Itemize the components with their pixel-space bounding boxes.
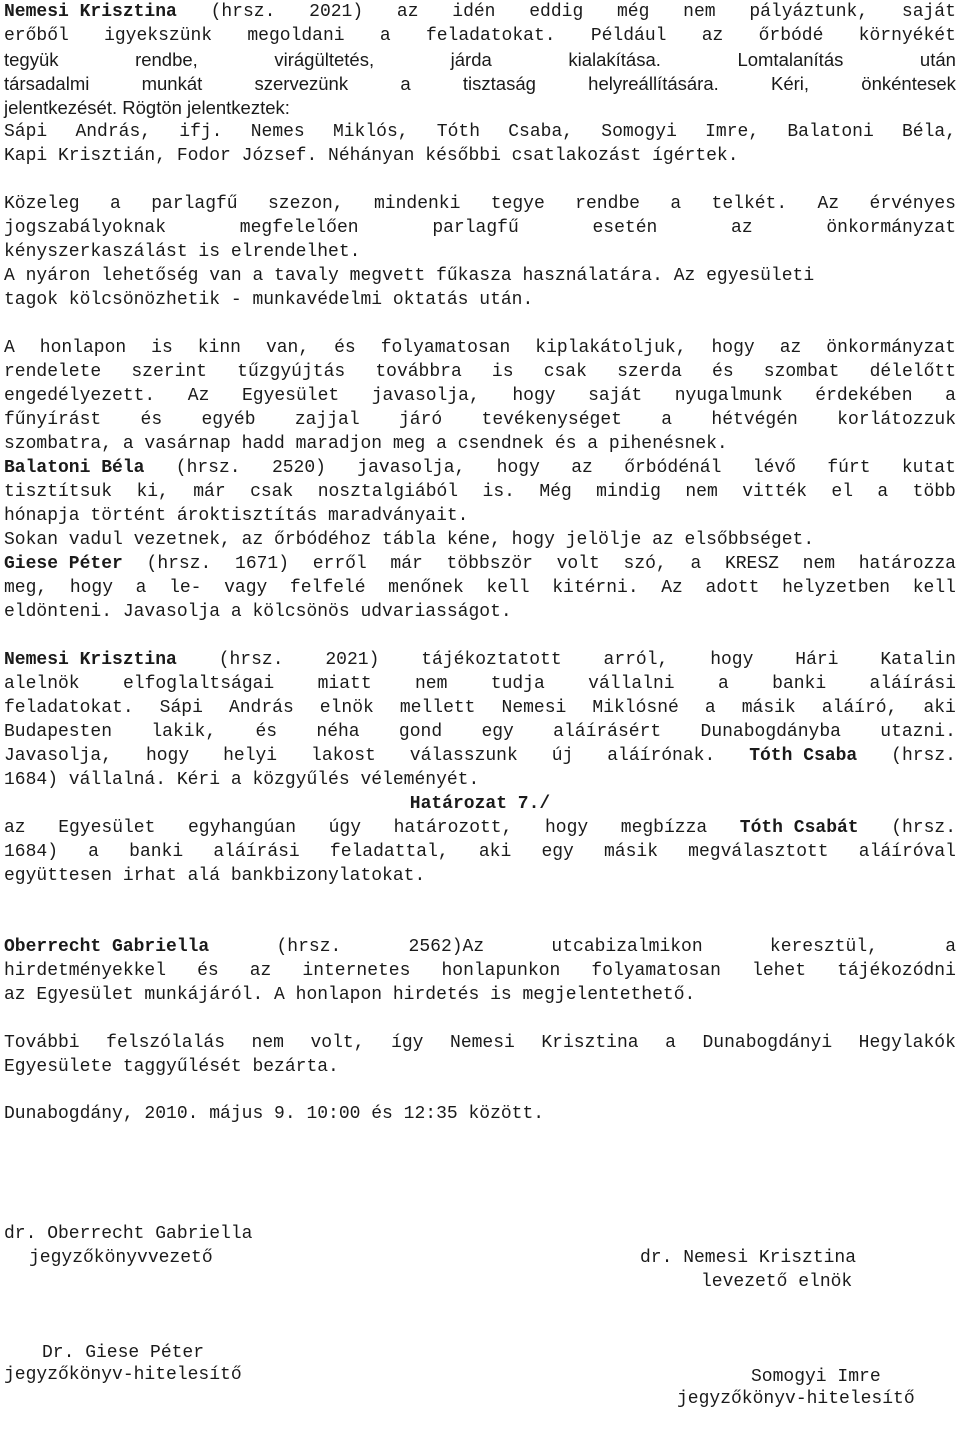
p1-line-6	[4, 120, 956, 144]
word: tájékozódni	[837, 961, 956, 981]
speaker-name: Nemesi Krisztina	[4, 650, 177, 670]
word: keresztül,	[769, 937, 878, 957]
word: aki	[478, 842, 512, 862]
p5-line-3: az Egyesület munkájáról. A honlapon hirdetés is megjelentethető.	[4, 985, 696, 1005]
p3-line-8: hónapja történt ároktisztítás maradványait.	[4, 506, 469, 526]
word: telkét.	[711, 194, 788, 214]
word: a	[110, 194, 121, 214]
word: Közeleg	[4, 194, 80, 214]
word: elnök	[319, 698, 374, 718]
word: felfelé	[289, 578, 366, 598]
word: lehet	[752, 961, 807, 981]
word: feladatokat.	[425, 26, 556, 46]
word: (hrsz.	[210, 2, 276, 22]
word: Katalin	[880, 650, 956, 670]
p1-line-3	[4, 48, 956, 72]
word: után	[919, 49, 956, 70]
word: is	[491, 362, 514, 382]
word: nem	[802, 554, 836, 574]
word: megválasztott	[688, 842, 829, 862]
word: rendbe	[575, 194, 640, 214]
word: így	[391, 1033, 424, 1053]
word: érdekében	[815, 386, 913, 406]
word: önkormányzat	[826, 338, 956, 358]
word: és	[334, 338, 356, 358]
word: lakik,	[151, 722, 217, 742]
p2-line-3: kényszerkaszálást is elrendelhet.	[4, 242, 361, 262]
p3-line-3	[4, 384, 956, 408]
word: utazni.	[880, 722, 956, 742]
word: volt,	[310, 1033, 365, 1053]
word: még	[617, 2, 650, 22]
word: rendbe,	[135, 49, 198, 70]
word: is.	[482, 482, 515, 502]
word: el	[831, 482, 854, 502]
word: Kéri,	[771, 73, 810, 94]
word: erőből	[4, 26, 69, 46]
p1-line-7: Kapi Krisztián, Fodor József. Néhányan későbbi csatlakozást ígértek.	[4, 146, 739, 166]
word: András,	[75, 122, 152, 142]
person-name: Tóth Csaba	[749, 746, 858, 766]
word: tájékoztatott	[421, 650, 562, 670]
p2-line-1	[4, 192, 956, 216]
word: aláíróval	[858, 842, 956, 862]
word: szó,	[623, 554, 667, 574]
person-name: Tóth Csabát	[739, 818, 859, 838]
word: az	[396, 2, 419, 22]
word: (hrsz.	[891, 818, 956, 838]
word: gond	[398, 722, 443, 742]
p1-line-4	[4, 72, 956, 96]
word: a	[717, 674, 729, 694]
word: hogy	[544, 818, 589, 838]
word: arról,	[603, 650, 669, 670]
word: aláírásért	[553, 722, 662, 742]
word: környékét	[858, 26, 956, 46]
word: hogy	[710, 650, 754, 670]
word: Nemesi	[501, 698, 567, 718]
word: szervezünk	[254, 73, 349, 94]
word: (hrsz.	[175, 458, 241, 478]
signature-role-chair: levezető elnök	[701, 1272, 853, 1292]
word: rendelete	[4, 362, 102, 382]
word: zajjal	[294, 410, 360, 430]
word: vagy	[224, 578, 268, 598]
p3-line-12: eldönteni. Javasolja a kölcsönös udvariasságot.	[4, 602, 512, 622]
word: a	[690, 554, 702, 574]
word: Béla,	[901, 122, 956, 142]
word: egyéb	[201, 410, 256, 430]
word: KRESZ	[724, 554, 779, 574]
word: néha	[316, 722, 360, 742]
word: folyamatosan	[380, 338, 511, 358]
p3-line-2	[4, 360, 956, 384]
signature-name-verifier-1: Dr. Giese Péter	[42, 1343, 205, 1363]
word: Javasolja,	[4, 746, 113, 766]
word: ifj.	[179, 122, 223, 142]
word: kutat	[901, 458, 956, 478]
word: a	[400, 73, 411, 94]
word: aláíró,	[821, 698, 898, 718]
word: Miklós,	[332, 122, 409, 142]
word: határozott,	[393, 818, 513, 838]
word: már	[390, 554, 423, 574]
p3-line-10	[4, 552, 956, 576]
word: tevékenységet	[481, 410, 622, 430]
word: mindenki	[373, 194, 461, 214]
p3-line-1	[4, 336, 956, 360]
word: parlagfű	[151, 194, 238, 214]
word: Balatoni	[787, 122, 874, 142]
word: is	[151, 338, 173, 358]
word: menőnek	[388, 578, 464, 598]
word: Krisztina	[541, 1033, 639, 1053]
word: aláírónak.	[607, 746, 716, 766]
p5-line-2	[4, 959, 956, 983]
word: honlapon	[39, 338, 127, 358]
word: nosztalgiából	[317, 482, 459, 502]
word: a	[661, 410, 673, 430]
word: vállalni	[588, 674, 675, 694]
p4-line-3	[4, 696, 956, 720]
p3-line-6	[4, 456, 956, 480]
word: le-	[169, 578, 202, 598]
word: kell	[486, 578, 530, 598]
p4-line-2	[4, 672, 956, 696]
word: és	[255, 722, 278, 742]
speaker-name: Giese Péter	[4, 554, 123, 574]
word: erről	[312, 554, 367, 574]
word: Az	[187, 386, 210, 406]
word: délelőtt	[869, 362, 956, 382]
word: az	[4, 818, 26, 838]
p6-line-2: Egyesülete taggyűlését bezárta.	[4, 1057, 339, 1077]
word: saját	[588, 386, 643, 406]
word: Például	[590, 26, 667, 46]
p5-line-1	[4, 935, 956, 959]
resolution-line-3: együttesen irhat alá bankbizonylatokat.	[4, 866, 426, 886]
word: 2520)	[271, 458, 326, 478]
word: egy	[541, 842, 574, 862]
p1-line-5: jelentkezését. Rögtön jelentkeztek:	[4, 97, 290, 118]
word: helyzetben	[782, 578, 891, 598]
word: feladattal,	[329, 842, 449, 862]
word: őrbódé	[758, 26, 824, 46]
word: felszólalás	[106, 1033, 225, 1053]
signature-role-recorder: jegyzőkönyvvezető	[29, 1248, 213, 1268]
word: hogy	[496, 458, 540, 478]
word: pályáztunk,	[749, 2, 869, 22]
p3-line-11	[4, 576, 956, 600]
word: szezon,	[267, 194, 344, 214]
word: Budapesten	[4, 722, 113, 742]
word: és	[197, 961, 219, 981]
word: nem	[251, 1033, 284, 1053]
speaker-name: Balatoni Béla	[4, 458, 145, 478]
word: nem	[685, 482, 718, 502]
p3-line-7	[4, 480, 956, 504]
word: nem	[415, 674, 448, 694]
word: Nemes	[250, 122, 305, 142]
p2-line-4: A nyáron lehetőség van a tavaly megvett fűkasza használatára. Az egyesületi	[4, 266, 815, 286]
word: miatt	[317, 674, 372, 694]
p3-line-9: Sokan vadul vezetnek, az őrbódéhoz tábla kéne, hogy jelölje az elsőbbséget.	[4, 530, 815, 550]
word: tudja	[490, 674, 545, 694]
p4-line-6: 1684) vállalná. Kéri a közgyűlés véleményét.	[4, 770, 480, 790]
signature-name-recorder: dr. Oberrecht Gabriella	[4, 1224, 253, 1244]
word: kinn	[197, 338, 241, 358]
word: kialakítása.	[568, 49, 661, 70]
word: hirdetményekkel	[4, 961, 167, 981]
word: hétvégén	[711, 410, 798, 430]
word: András	[228, 698, 294, 718]
word: banki	[772, 674, 827, 694]
word: Egyesület	[58, 818, 156, 838]
word: másik	[604, 842, 659, 862]
word: engedélyezett.	[4, 386, 156, 406]
word: 1684)	[4, 842, 59, 862]
word: Nemesi	[450, 1033, 515, 1053]
p1-line-2	[4, 24, 956, 48]
speaker-name: Oberrecht Gabriella	[4, 937, 210, 957]
word: hogy	[145, 746, 190, 766]
word: az	[779, 338, 802, 358]
word: helyi	[223, 746, 278, 766]
word: meg,	[4, 578, 48, 598]
word: a	[945, 937, 956, 957]
word: javasolja,	[357, 458, 466, 478]
word: (hrsz.	[218, 650, 284, 670]
word: Tóth	[436, 122, 481, 142]
word: (hrsz.	[146, 554, 212, 574]
p4-line-1	[4, 648, 956, 672]
word: (hrsz.	[276, 937, 342, 957]
word: munkát	[141, 73, 203, 94]
word: tegye	[490, 194, 545, 214]
p4-line-4	[4, 720, 956, 744]
word: internetes	[302, 961, 411, 981]
word: az	[571, 458, 593, 478]
word: 2021)	[309, 2, 364, 22]
word: További	[4, 1033, 80, 1053]
word: az	[249, 961, 272, 981]
word: tisztaság	[462, 73, 536, 94]
signature-name-chair: dr. Nemesi Krisztina	[640, 1248, 857, 1268]
word: hogy	[512, 386, 556, 406]
word: és	[140, 410, 163, 430]
word: tisztítsuk	[4, 482, 113, 502]
word: virágültetés,	[274, 49, 375, 70]
word: adott	[705, 578, 760, 598]
word: kitérni.	[552, 578, 639, 598]
word: Az	[661, 578, 683, 598]
word: esetén	[592, 218, 658, 238]
word: megfelelően	[239, 218, 359, 238]
word: több	[912, 482, 956, 502]
word: az	[731, 218, 753, 238]
word: Hegylakók	[858, 1033, 956, 1053]
word: nem	[683, 2, 716, 22]
word: (hrsz.	[891, 746, 956, 766]
word: a	[704, 698, 716, 718]
word: honlapunkon	[441, 961, 561, 981]
word: helyreállítására.	[588, 73, 719, 94]
word: egy	[481, 722, 514, 742]
word: korlátozzuk	[837, 410, 956, 430]
word: érvényes	[869, 194, 956, 214]
word: a	[877, 482, 889, 502]
word: a	[670, 194, 682, 214]
word: Az	[817, 194, 840, 214]
word: megoldani	[247, 26, 345, 46]
word: hogy	[69, 578, 114, 598]
p6-line-1	[4, 1031, 956, 1055]
word: továbbra	[375, 362, 462, 382]
word: Sápi	[4, 122, 48, 142]
word: szombat	[763, 362, 840, 382]
word: 2021)	[325, 650, 380, 670]
word: szerda	[617, 362, 682, 382]
word: Imre,	[705, 122, 760, 142]
word: már	[193, 482, 226, 502]
p3-line-4	[4, 408, 956, 432]
word: mindig	[596, 482, 661, 502]
word: aláírási	[869, 674, 956, 694]
word: csak	[543, 362, 587, 382]
word: járda	[450, 49, 492, 70]
word: és	[712, 362, 734, 382]
word: volt	[556, 554, 600, 574]
p1-line-1	[4, 0, 956, 24]
word: elfoglaltságai	[123, 674, 275, 694]
word: javasolja,	[371, 386, 480, 406]
word: aki	[923, 698, 956, 718]
word: parlagfű	[432, 218, 519, 238]
p3-line-5: szombatra, a vasárnap hadd maradjon meg a csendnek és a pihenésnek.	[4, 434, 728, 454]
word: hogy	[711, 338, 755, 358]
p2-line-2	[4, 216, 956, 240]
word: lakost	[311, 746, 376, 766]
p2-line-5: tagok kölcsönözhetik - munkavédelmi oktatás után.	[4, 290, 534, 310]
word: idén	[452, 2, 496, 22]
word: önkéntesek	[861, 73, 956, 94]
word: nyugalmunk	[674, 386, 783, 406]
word: 2562)Az	[408, 937, 485, 957]
word: megbízza	[620, 818, 708, 838]
word: a	[945, 386, 956, 406]
p4-line-5	[4, 744, 956, 768]
word: Csaba,	[508, 122, 574, 142]
word: csak	[250, 482, 294, 502]
word: egyhangúan	[187, 818, 297, 838]
word: fúrt	[827, 458, 871, 478]
resolution-title: Határozat 7./	[409, 794, 551, 814]
word: Hári	[795, 650, 839, 670]
signature-role-verifier-2: jegyzőkönyv-hitelesítő	[677, 1389, 915, 1409]
word: aláírási	[213, 842, 300, 862]
word: utcabizalmikon	[551, 937, 703, 957]
word: a	[379, 26, 391, 46]
word: fűnyírást	[4, 410, 102, 430]
speaker-name: Nemesi Krisztina	[4, 2, 177, 22]
word: kell	[912, 578, 956, 598]
word: Dunabogdányba	[700, 722, 841, 742]
word: őrbódénál	[624, 458, 722, 478]
closing-date: Dunabogdány, 2010. május 9. 10:00 és 12:35 között.	[4, 1104, 545, 1124]
word: társadalmi	[4, 73, 90, 94]
word: eddig	[529, 2, 584, 22]
word: többször	[446, 554, 533, 574]
word: kiplakátoljuk,	[535, 338, 687, 358]
word: válasszunk	[409, 746, 518, 766]
word: az	[701, 26, 724, 46]
word: Dunabogdányi	[702, 1033, 833, 1053]
word: úgy	[328, 818, 361, 838]
word: alelnök	[4, 674, 80, 694]
word: jogszabályoknak	[4, 218, 167, 238]
word: 1671)	[235, 554, 290, 574]
word: tegyük	[4, 49, 59, 70]
word: banki	[129, 842, 184, 862]
word: A	[4, 338, 15, 358]
word: igyekszünk	[104, 26, 213, 46]
word: Egyesület	[241, 386, 340, 406]
word: van,	[265, 338, 310, 358]
word: Somogyi	[601, 122, 677, 142]
word: lévő	[752, 458, 796, 478]
word: Miklósné	[592, 698, 679, 718]
word: másik	[741, 698, 796, 718]
word: vitték	[742, 482, 807, 502]
signature-name-verifier-2: Somogyi Imre	[751, 1367, 881, 1387]
word: szerint	[131, 362, 207, 382]
word: a	[135, 578, 147, 598]
word: Még	[539, 482, 572, 502]
word: saját	[901, 2, 956, 22]
word: mellett	[399, 698, 476, 718]
word: új	[551, 746, 574, 766]
word: járó	[398, 410, 443, 430]
word: tűzgyújtás	[237, 362, 346, 382]
word: Lomtalanítás	[737, 49, 844, 70]
word: önkormányzat	[826, 218, 956, 238]
word: a	[88, 842, 99, 862]
word: a	[665, 1033, 676, 1053]
word: folyamatosan	[591, 961, 721, 981]
resolution-line-1	[4, 816, 956, 840]
word: feladatokat.	[4, 698, 134, 718]
word: ki,	[136, 482, 169, 502]
signature-role-verifier-1: jegyzőkönyv-hitelesítő	[4, 1365, 242, 1385]
word: határozza	[858, 554, 956, 574]
word: Sápi	[159, 698, 203, 718]
resolution-line-2	[4, 840, 956, 864]
